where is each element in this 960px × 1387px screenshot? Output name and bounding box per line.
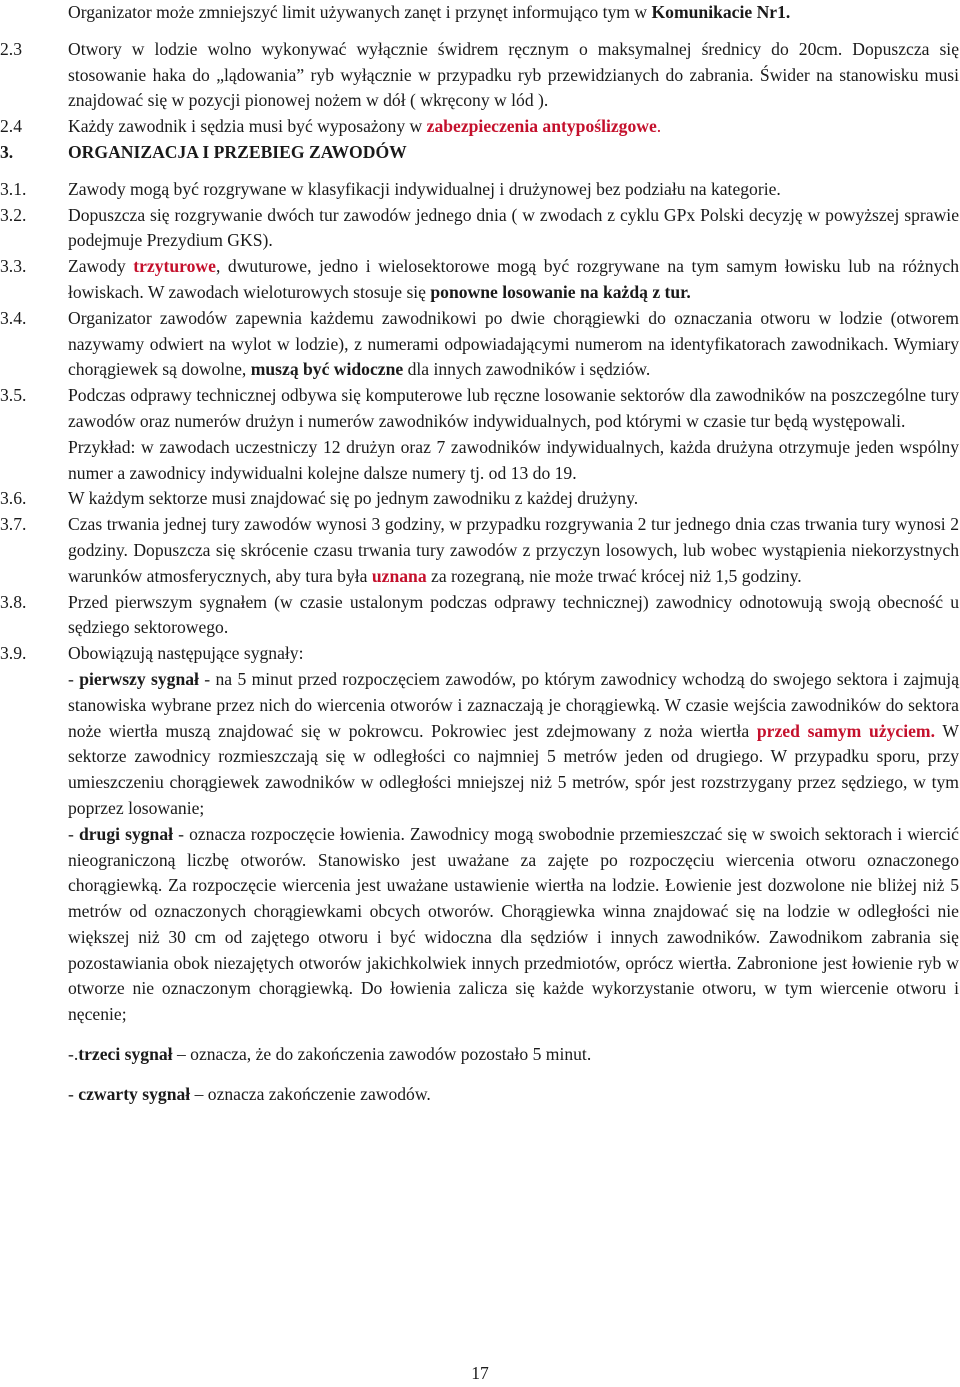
dash: - [68,1083,79,1104]
signal-name: czwarty sygnał [78,1083,191,1104]
section-number: 3.9. [0,643,27,664]
section-number: 3.8. [0,591,27,612]
signal-first [68,667,959,822]
signal-text: - na 5 minut przed rozpoczęciem zawodów, po którym zawodnicy wchodzą do swojego sektora i zajmują stanowiska wybrane przez nich do wiercenia otworów i zaznaczają je chorągiewką. W czasie wejścia zawodników do sektora noże wiertła muszą znajdować się w pokrowcu. Pokrowiec jest zdejmowany z noża wiertła [68,668,960,741]
section-text [68,641,959,1108]
signal-text: W sektorze zawodnicy rozmieszczają się w odległości co najmniej 5 metrów jeden od drugiego. W przypadku sporu, przy umieszczeniu chorągiewek zawodników w odległości mniejszej niż 5 metrów, spór jest rozstrzygany przez sędziego, w tym poprzez losowanie; [68,720,959,818]
section-3-7 [0,512,960,589]
signal-text: - oznacza rozpoczęcie łowienia. Zawodnicy mogą swobodnie przemieszczać się w swoich sektorach i wiercić nieograniczoną liczbę otworów. Stanowisko jest uważane za zajęte po rozpoczęciu wiercenia otworu oznaczonego chorągiewką. Za rozpoczęcie wiercenia jest uważane ustawienie wiertła na lodzie. Łowienie jest dozwolone nie bliżej niż 5 metrów od oznaczonych chorągiewkami obcych otworów. Chorągiewka winna znajdować się na lodzie w odległości nie większej niż 30 cm od zajętego otworu i być widoczna dla sędziów i innych zawodników. Zawodnikom zabrania się pozostawiania obok niezajętych otworów jakichkolwiek innych przedmiotów, oprócz wiertła. Zabronione jest łowienie ryb w otworze nie oznaczonym chorągiewką. Do łowienia zalicza się każde wykorzystanie otworu, w tym wiercenie otworu i nęcenie; [68,823,959,1025]
section-text [68,306,959,383]
section-text-part: Zawody [68,256,134,277]
section-2-4 [0,114,960,140]
signal-name: pierwszy sygnał [79,668,199,689]
dash: -. [68,1044,79,1065]
section-number: 3. [0,141,14,162]
section-text: Przed pierwszym sygnałem (w czasie ustalonym podczas odprawy technicznej) zawodnicy odnotowują swoją obecność u sędziego sektorowego. [68,591,959,638]
section-text-part: za rozegraną, nie może trwać krócej niż 1,5 godziny. [426,565,802,586]
section-3-8 [0,590,960,642]
section-3-2 [0,203,960,255]
section-text [68,383,959,486]
signals-intro: Obowiązują następujące sygnały: [68,643,304,664]
section-text: Otwory w lodzie wolno wykonywać wyłącznie świdrem ręcznym o maksymalnej średnicy do 20cm. Dopuszcza się stosowanie haka do „lądowania” ryb wyłącznie w przypadku ryb przewidzianych do zabrania. Świder na stanowisku musi znajdować się w pozycji pionowej nożem w dół ( wkręcony w lód ). [68,38,959,111]
intro-bold: Komunikacie Nr1. [651,2,791,22]
page-number: 17 [471,1363,489,1383]
intro-text: Organizator może zmniejszyć limit używanych zanęt i przynęt informująco tym w [68,2,652,22]
section-text: W każdym sektorze musi znajdować się po jednym zawodniku z każdej drużyny. [68,488,639,509]
highlight-red: zabezpieczenia antypoślizgowe [426,116,657,137]
section-title: ORGANIZACJA I PRZEBIEG ZAWODÓW [68,141,407,162]
signal-name: trzeci sygnał [78,1044,173,1065]
highlight-red: trzyturowe [133,256,216,277]
section-3-9 [0,641,960,1108]
section-text-part: Każdy zawodnik i sędzia musi być wyposażony w [68,116,427,137]
section-number: 3.6. [0,488,27,509]
section-text-part: Czas trwania jednej tury zawodów wynosi 3 godziny, w przypadku rozgrywania 2 tur jednego dnia czas trwania tury wynosi 2 godziny. Dopuszcza się skrócenie czasu trwania tury zawodów z przyczyn losowych, lub wobec wystąpienia niekorzystnych warunków atmosferycznych, aby tura była [68,514,959,586]
section-text-end: . [656,116,662,137]
highlight-bold: muszą być widoczne [250,359,404,380]
section-text: Dopuszcza się rozgrywanie dwóch tur zawodów jednego dnia ( w zwodach z cyklu GPx Polski decyzję w powyższej sprawie podejmuje Prezydium GKS). [68,204,959,251]
section-text-part: Podczas odprawy technicznej odbywa się komputerowe lub ręczne losowanie sektorów dla zawodników na poszczególne tury zawodów oraz numerów drużyn i numerów zawodników indywidualnych, pod którymi w czasie tur będą występowali. [68,385,959,431]
section-3-1 [0,177,960,203]
section-text [68,114,959,140]
section-number: 3.7. [0,514,27,535]
signal-name: drugi sygnał [78,823,174,844]
dash: - [68,823,79,844]
highlight-bold: ponowne losowanie na każdą z tur. [430,281,691,302]
section-text [68,512,959,589]
section-text-part: Organizator zawodów zapewnia każdemu zawodnikowi po dwie chorągiewki do oznaczania otworu w lodzie (otworem nazywamy odwiert na wylot w lodzie), z numerami odpowiadającymi numerom na identyfikatorach zawodnikach. Wymiary chorągiewek są dowolne, [68,307,959,380]
signal-second [68,822,959,1028]
section-3-3 [0,254,960,306]
highlight-red: przed samym użyciem. [756,720,935,741]
section-3-6 [0,486,960,512]
section-3-4 [0,306,960,383]
section-2-3 [0,37,960,114]
section-3-5 [0,383,960,486]
section-number: 3.5. [0,385,27,406]
section-text-part: dla innych zawodników i sędziów. [403,359,651,380]
intro-paragraph [0,0,959,26]
example-text: Przykład: w zawodach uczestniczy 12 drużyn oraz 7 zawodników indywidualnych, każda drużyna otrzymuje jeden wspólny numer a zawodnicy indywidualni kolejne dalsze numery tj. od 13 do 19. [68,436,959,483]
section-number: 3.1. [0,178,27,199]
section-number: 3.2. [0,204,27,225]
signal-third [68,1042,959,1068]
highlight-red: uznana [371,565,427,586]
signal-text: – oznacza zakończenie zawodów. [190,1083,431,1104]
section-number: 2.3 [0,38,22,59]
section-text-part: , dwuturowe, jedno i wielosektorowe mogą być rozgrywane na tym samym łowisku lub na różnych łowiskach. W zawodach wieloturowych stosuje się [68,256,959,302]
section-3-heading [0,140,960,166]
section-number: 2.4 [0,116,22,137]
section-number: 3.4. [0,307,27,328]
signal-fourth [68,1082,959,1108]
dash: - [68,668,80,689]
section-number: 3.3. [0,256,27,277]
section-text: Zawody mogą być rozgrywane w klasyfikacji indywidualnej i drużynowej bez podziału na kategorie. [68,178,781,199]
section-text [68,254,959,306]
signal-text: – oznacza, że do zakończenia zawodów pozostało 5 minut. [172,1044,592,1065]
